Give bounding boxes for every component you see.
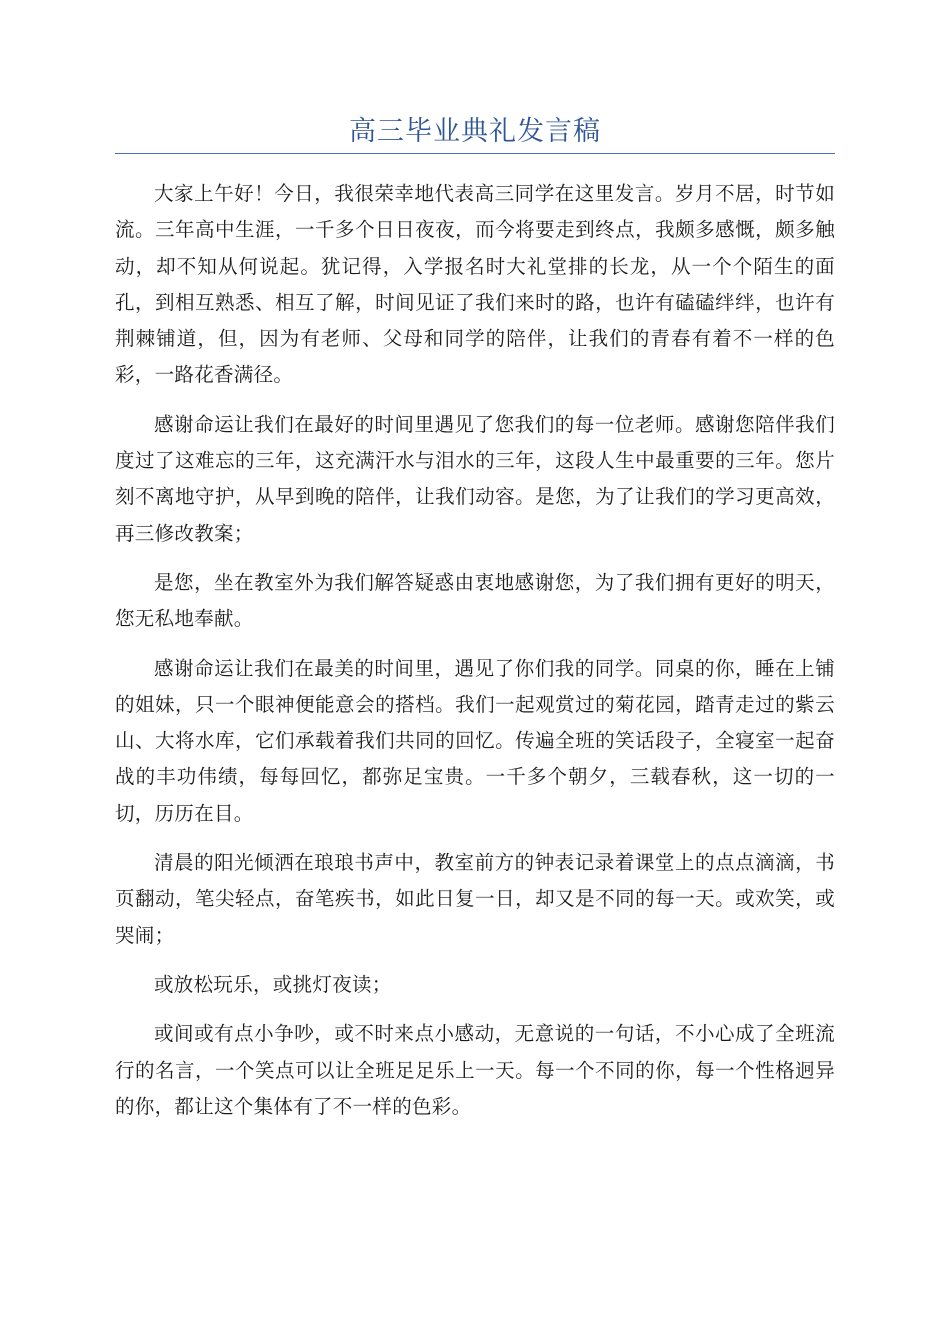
paragraph: 清晨的阳光倾洒在琅琅书声中，教室前方的钟表记录着课堂上的点点滴滴，书页翻动，笔尖轻点，奋笔疾书，如此日复一日，却又是不同的每一天。或欢笑，或哭闹； xyxy=(115,851,835,947)
paragraph: 或放松玩乐，或挑灯夜读； xyxy=(154,972,392,996)
paragraph: 感谢命运让我们在最好的时间里遇见了您我们的每一位老师。感谢您陪伴我们度过了这难忘的三年，这充满汗水与泪水的三年，这段人生中最重要的三年。您片刻不离地守护，从早到晚的陪伴，让我们动容。是您，为了让我们的学习更高效，再三修改教案； xyxy=(115,412,835,545)
paragraph: 或间或有点小争吵，或不时来点小感动，无意说的一句话，不小心成了全班流行的名言，一个笑点可以让全班足足乐上一天。每一个不同的你，每一个性格迥异的你，都让这个集体有了不一样的色彩。 xyxy=(115,1022,835,1118)
paragraph: 是您，坐在教室外为我们解答疑惑由衷地感谢您，为了我们拥有更好的明天，您无私地奉献。 xyxy=(115,570,835,631)
paragraph: 大家上午好！今日，我很荣幸地代表高三同学在这里发言。岁月不居，时节如流。三年高中生涯，一千多个日日夜夜，而今将要走到终点，我颇多感慨，颇多触动，却不知从何说起。犹记得，入学报名时大礼堂排的长龙，从一个个陌生的面孔，到相互熟悉、相互了解，时间见证了我们来时的路，也许有磕磕绊绊，也许有荆棘铺道，但，因为有老师、父母和同学的陪伴，让我们的青春有着不一样的色彩，一路花香满径。 xyxy=(115,182,835,387)
document-title: 高三毕业典礼发言稿 xyxy=(349,116,601,147)
document-body xyxy=(115,176,835,1138)
paragraph: 感谢命运让我们在最美的时间里，遇见了你们我的同学。同桌的你，睡在上铺的姐妹，只一个眼神便能意会的搭档。我们一起观赏过的菊花园，踏青走过的紫云山、大将水库，它们承载着我们共同的回忆。传遍全班的笑话段子，全寝室一起奋战的丰功伟绩，每每回忆，都弥足宝贵。一千多个朝夕，三载春秋，这一切的一切，历历在目。 xyxy=(115,656,835,825)
title-underline xyxy=(115,153,835,154)
